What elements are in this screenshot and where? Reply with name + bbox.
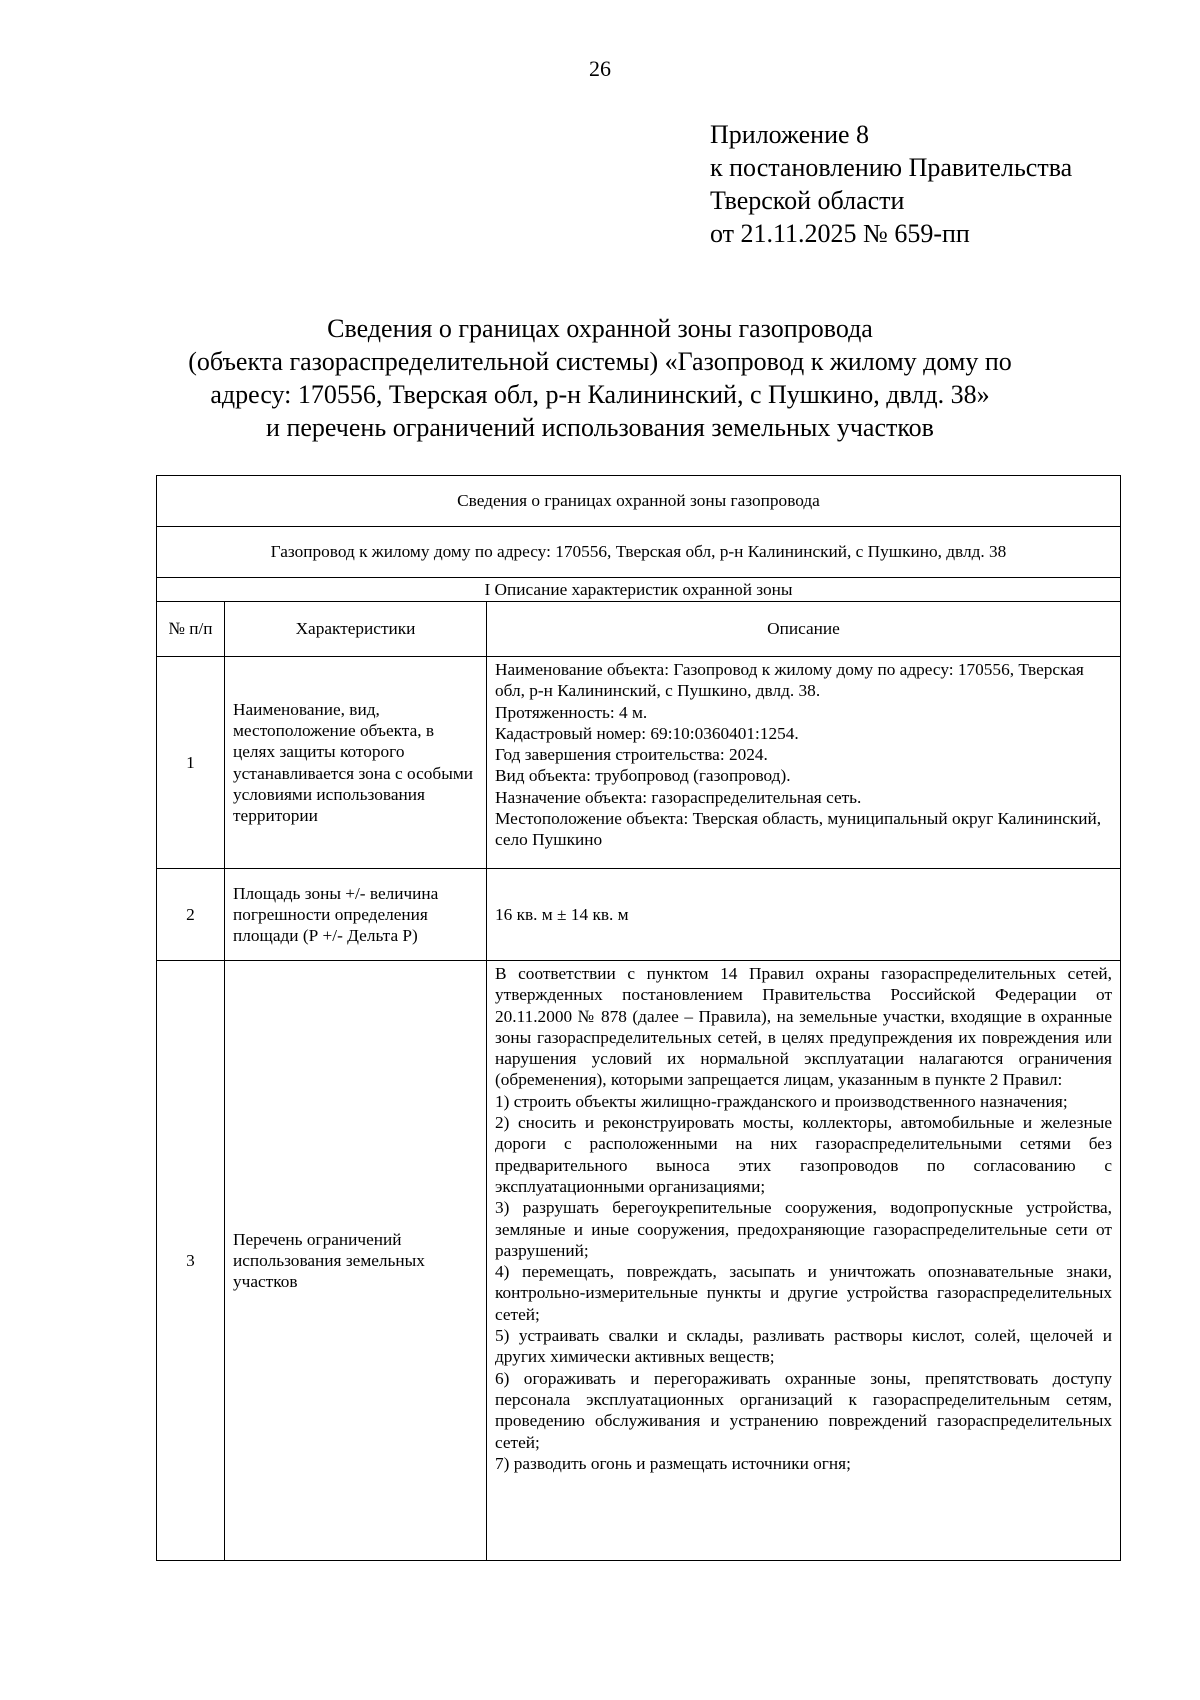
row-characteristic: Площадь зоны +/- величина погрешности определения площади (Р +/- Дельта Р) <box>225 869 487 961</box>
restriction-item: 7) разводить огонь и размещать источники огня; <box>495 1453 851 1473</box>
table-header-main: Сведения о границах охранной зоны газопровода <box>157 476 1121 527</box>
description-line: Протяженность: 4 м. <box>495 702 648 722</box>
column-header-description: Описание <box>487 602 1121 657</box>
description-line: Год завершения строительства: 2024. <box>495 745 768 765</box>
restriction-item: 2) сносить и реконструировать мосты, коллекторы, автомобильные и железные дороги с расположенными на них газораспределительными сетями без предварительного выноса этих газопроводов по согласованию с эксплуатационными организациями; <box>495 1113 1112 1196</box>
document-title <box>100 312 1100 444</box>
row-description <box>487 961 1121 1561</box>
title-line: и перечень ограничений использования земельных участков <box>266 413 934 442</box>
table-row <box>157 869 1121 961</box>
row-description: 16 кв. м ± 14 кв. м <box>487 869 1121 961</box>
row-number: 2 <box>157 869 225 961</box>
description-line: Назначение объекта: газораспределительная сеть. <box>495 787 862 807</box>
table-row <box>157 657 1121 869</box>
title-line: Сведения о границах охранной зоны газопровода <box>327 314 873 343</box>
restriction-item: 4) перемещать, повреждать, засыпать и уничтожать опознавательные знаки, контрольно-измерительные пункты и другие устройства газораспределительных сетей; <box>495 1262 1112 1324</box>
column-header-num: № п/п <box>157 602 225 657</box>
appendix-block <box>710 118 1072 250</box>
table-header-object: Газопровод к жилому дому по адресу: 170556, Тверская обл, р-н Калининский, с Пушкино, двлд. 38 <box>157 527 1121 578</box>
appendix-line: Тверской области <box>710 186 905 215</box>
appendix-line: Приложение 8 <box>710 120 870 149</box>
restriction-item: 5) устраивать свалки и склады, разливать растворы кислот, солей, щелочей и других химически активных веществ; <box>495 1326 1112 1367</box>
zone-table <box>156 475 1121 1561</box>
restrictions-intro: В соответствии с пунктом 14 Правил охраны газораспределительных сетей, утвержденных постановлением Правительства Российской Федерации от 20.11.2000 № 878 (далее – Правила), на земельные участки, входящие в охранные зоны газораспределительных сетей, в целях предупреждения их повреждения или нарушения условий их нормальной эксплуатации налагаются ограничения (обременения), которыми запрещается лицам, указанным в пункте 2 Правил: <box>495 964 1112 1090</box>
restriction-item: 6) огораживать и перегораживать охранные зоны, препятствовать доступу персонала эксплуатационных организаций к газораспределительным сетям, проведению обслуживания и устранению повреждений газораспределительных сетей; <box>495 1368 1112 1452</box>
column-header-characteristics: Характеристики <box>225 602 487 657</box>
row-characteristic: Перечень ограничений использования земельных участков <box>225 961 487 1561</box>
description-line: Вид объекта: трубопровод (газопровод). <box>495 766 791 786</box>
appendix-line: к постановлению Правительства <box>710 153 1073 182</box>
row-number: 3 <box>157 961 225 1561</box>
row-number: 1 <box>157 657 225 869</box>
description-line: Наименование объекта: Газопровод к жилому дому по адресу: 170556, Тверская обл, р-н Калининский, с Пушкино, двлд. 38. <box>495 660 1084 701</box>
title-line: адресу: 170556, Тверская обл, р-н Калининский, с Пушкино, двлд. 38» <box>210 380 990 409</box>
description-line: Кадастровый номер: 69:10:0360401:1254. <box>495 723 799 743</box>
table-row <box>157 961 1121 1561</box>
title-line: (объекта газораспределительной системы) «Газопровод к жилому дому по <box>188 347 1012 376</box>
appendix-line: от 21.11.2025 № 659-пп <box>710 219 970 248</box>
row-description <box>487 657 1121 869</box>
description-line: Местоположение объекта: Тверская область, муниципальный округ Калининский, село Пушкино <box>495 809 1102 850</box>
row-characteristic: Наименование, вид, местоположение объекта, в целях защиты которого устанавливается зона с особыми условиями использования территории <box>225 657 487 869</box>
section-title: I Описание характеристик охранной зоны <box>157 578 1121 602</box>
restriction-item: 1) строить объекты жилищно-гражданского и производственного назначения; <box>495 1091 1068 1111</box>
page-number: 26 <box>589 56 611 81</box>
restriction-item: 3) разрушать берегоукрепительные сооружения, водопропускные устройства, земляные и иные сооружения, предохраняющие газораспределительные сети от разрушений; <box>495 1198 1112 1260</box>
